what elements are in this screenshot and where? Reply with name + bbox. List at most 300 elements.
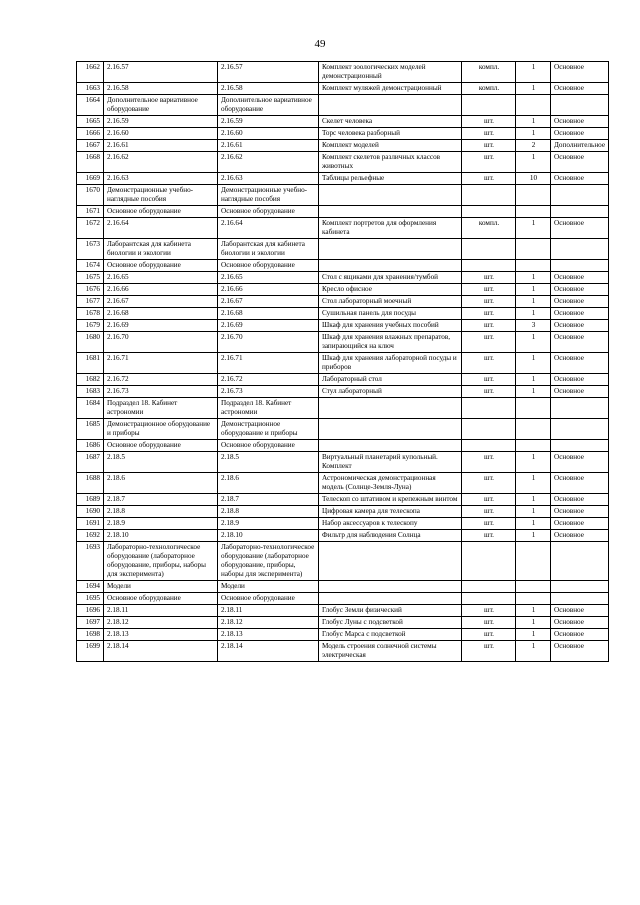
section-code-cell: 2.16.64 bbox=[104, 218, 218, 239]
section-code-alt-cell: Основное оборудование bbox=[218, 206, 319, 218]
row-number-cell: 1673 bbox=[77, 239, 104, 260]
section-code-alt-cell: 2.18.5 bbox=[218, 452, 319, 473]
section-code-alt-cell: Демонстрационное оборудование и приборы bbox=[218, 419, 319, 440]
equipment-type-cell: Основное bbox=[551, 218, 609, 239]
unit-cell bbox=[462, 260, 516, 272]
quantity-cell bbox=[516, 542, 551, 581]
unit-cell: шт. bbox=[462, 332, 516, 353]
quantity-cell: 1 bbox=[516, 272, 551, 284]
unit-cell: шт. bbox=[462, 530, 516, 542]
quantity-cell bbox=[516, 239, 551, 260]
equipment-type-cell: Основное bbox=[551, 128, 609, 140]
section-code-cell: 2.18.5 bbox=[104, 452, 218, 473]
unit-cell: шт. bbox=[462, 353, 516, 374]
quantity-cell: 1 bbox=[516, 116, 551, 128]
section-code-cell: Дополнительное вариативное оборудование bbox=[104, 95, 218, 116]
section-code-alt-cell: Модели bbox=[218, 581, 319, 593]
row-number-cell: 1684 bbox=[77, 398, 104, 419]
table-row bbox=[77, 494, 609, 506]
section-code-cell: 2.16.72 bbox=[104, 374, 218, 386]
table-row bbox=[77, 374, 609, 386]
equipment-type-cell bbox=[551, 593, 609, 605]
equipment-type-cell: Основное bbox=[551, 173, 609, 185]
equipment-type-cell: Основное bbox=[551, 530, 609, 542]
section-code-alt-cell: 2.16.68 bbox=[218, 308, 319, 320]
quantity-cell: 1 bbox=[516, 473, 551, 494]
row-number-cell: 1672 bbox=[77, 218, 104, 239]
equipment-type-cell: Основное bbox=[551, 116, 609, 128]
row-number-cell: 1686 bbox=[77, 440, 104, 452]
table-row bbox=[77, 593, 609, 605]
unit-cell: шт. bbox=[462, 605, 516, 617]
section-code-cell: Демонстрационное оборудование и приборы bbox=[104, 419, 218, 440]
section-code-alt-cell: 2.16.66 bbox=[218, 284, 319, 296]
table-row bbox=[77, 272, 609, 284]
unit-cell: шт. bbox=[462, 374, 516, 386]
quantity-cell: 1 bbox=[516, 128, 551, 140]
unit-cell: шт. bbox=[462, 128, 516, 140]
table-row bbox=[77, 518, 609, 530]
table-row bbox=[77, 218, 609, 239]
table-row bbox=[77, 308, 609, 320]
row-number-cell: 1662 bbox=[77, 62, 104, 83]
row-number-cell: 1690 bbox=[77, 506, 104, 518]
item-name-cell: Цифровая камера для телескопа bbox=[319, 506, 462, 518]
section-code-cell: 2.16.58 bbox=[104, 83, 218, 95]
item-name-cell: Кресло офисное bbox=[319, 284, 462, 296]
unit-cell: шт. bbox=[462, 494, 516, 506]
unit-cell: шт. bbox=[462, 284, 516, 296]
quantity-cell: 1 bbox=[516, 308, 551, 320]
table-row bbox=[77, 605, 609, 617]
section-code-alt-cell: 2.18.11 bbox=[218, 605, 319, 617]
equipment-type-cell: Основное bbox=[551, 605, 609, 617]
unit-cell: шт. bbox=[462, 152, 516, 173]
table-row bbox=[77, 128, 609, 140]
row-number-cell: 1692 bbox=[77, 530, 104, 542]
equipment-type-cell bbox=[551, 419, 609, 440]
row-number-cell: 1666 bbox=[77, 128, 104, 140]
item-name-cell: Набор аксессуаров к телескопу bbox=[319, 518, 462, 530]
item-name-cell: Шкаф для хранения влажных препаратов, запирающийся на ключ bbox=[319, 332, 462, 353]
quantity-cell: 1 bbox=[516, 452, 551, 473]
equipment-type-cell: Основное bbox=[551, 374, 609, 386]
item-name-cell: Шкаф для хранения учебных пособий bbox=[319, 320, 462, 332]
section-code-cell: 2.16.65 bbox=[104, 272, 218, 284]
item-name-cell bbox=[319, 206, 462, 218]
unit-cell: шт. bbox=[462, 629, 516, 641]
quantity-cell: 1 bbox=[516, 605, 551, 617]
table-row bbox=[77, 506, 609, 518]
unit-cell: шт. bbox=[462, 308, 516, 320]
equipment-type-cell: Основное bbox=[551, 62, 609, 83]
table-row bbox=[77, 83, 609, 95]
section-code-alt-cell: 2.16.65 bbox=[218, 272, 319, 284]
table-row bbox=[77, 452, 609, 473]
table-row bbox=[77, 332, 609, 353]
section-code-alt-cell: 2.16.60 bbox=[218, 128, 319, 140]
unit-cell: компл. bbox=[462, 62, 516, 83]
section-code-alt-cell: 2.16.73 bbox=[218, 386, 319, 398]
table-row bbox=[77, 152, 609, 173]
equipment-type-cell bbox=[551, 95, 609, 116]
row-number-cell: 1688 bbox=[77, 473, 104, 494]
section-code-cell: 2.18.12 bbox=[104, 617, 218, 629]
quantity-cell: 1 bbox=[516, 530, 551, 542]
section-code-cell: 2.18.6 bbox=[104, 473, 218, 494]
item-name-cell: Виртуальный планетарий купольный. Комплект bbox=[319, 452, 462, 473]
row-number-cell: 1668 bbox=[77, 152, 104, 173]
row-number-cell: 1677 bbox=[77, 296, 104, 308]
section-code-alt-cell: 2.16.63 bbox=[218, 173, 319, 185]
section-code-alt-cell: Лаборантская для кабинета биологии и экологии bbox=[218, 239, 319, 260]
section-code-cell: 2.16.63 bbox=[104, 173, 218, 185]
item-name-cell: Таблицы рельефные bbox=[319, 173, 462, 185]
table-row bbox=[77, 617, 609, 629]
section-code-cell: 2.18.10 bbox=[104, 530, 218, 542]
item-name-cell: Модель строения солнечной системы электрическая bbox=[319, 641, 462, 662]
section-code-cell: 2.16.59 bbox=[104, 116, 218, 128]
equipment-type-cell: Основное bbox=[551, 272, 609, 284]
quantity-cell: 1 bbox=[516, 284, 551, 296]
section-code-alt-cell: 2.16.59 bbox=[218, 116, 319, 128]
table-row bbox=[77, 473, 609, 494]
item-name-cell bbox=[319, 440, 462, 452]
quantity-cell bbox=[516, 419, 551, 440]
quantity-cell: 1 bbox=[516, 218, 551, 239]
item-name-cell: Шкаф для хранения лабораторной посуды и приборов bbox=[319, 353, 462, 374]
item-name-cell: Комплект скелетов различных классов животных bbox=[319, 152, 462, 173]
row-number-cell: 1675 bbox=[77, 272, 104, 284]
equipment-type-cell: Основное bbox=[551, 641, 609, 662]
row-number-cell: 1685 bbox=[77, 419, 104, 440]
row-number-cell: 1670 bbox=[77, 185, 104, 206]
section-code-cell: 2.18.13 bbox=[104, 629, 218, 641]
row-number-cell: 1689 bbox=[77, 494, 104, 506]
row-number-cell: 1678 bbox=[77, 308, 104, 320]
row-number-cell: 1698 bbox=[77, 629, 104, 641]
table-row bbox=[77, 140, 609, 152]
table-row bbox=[77, 116, 609, 128]
table-row bbox=[77, 419, 609, 440]
equipment-type-cell: Основное bbox=[551, 83, 609, 95]
item-name-cell: Комплект муляжей демонстрационный bbox=[319, 83, 462, 95]
item-name-cell: Скелет человека bbox=[319, 116, 462, 128]
equipment-type-cell bbox=[551, 440, 609, 452]
item-name-cell: Сушильная панель для посуды bbox=[319, 308, 462, 320]
section-code-alt-cell: 2.18.12 bbox=[218, 617, 319, 629]
quantity-cell: 1 bbox=[516, 518, 551, 530]
row-number-cell: 1681 bbox=[77, 353, 104, 374]
unit-cell bbox=[462, 542, 516, 581]
unit-cell: компл. bbox=[462, 83, 516, 95]
unit-cell: шт. bbox=[462, 641, 516, 662]
section-code-alt-cell: 2.16.64 bbox=[218, 218, 319, 239]
equipment-table bbox=[76, 61, 609, 662]
row-number-cell: 1699 bbox=[77, 641, 104, 662]
unit-cell: шт. bbox=[462, 320, 516, 332]
equipment-type-cell: Основное bbox=[551, 296, 609, 308]
table-row bbox=[77, 173, 609, 185]
table-row bbox=[77, 239, 609, 260]
item-name-cell: Комплект портретов для оформления кабинета bbox=[319, 218, 462, 239]
equipment-type-cell bbox=[551, 581, 609, 593]
row-number-cell: 1697 bbox=[77, 617, 104, 629]
equipment-type-cell bbox=[551, 260, 609, 272]
quantity-cell: 1 bbox=[516, 629, 551, 641]
row-number-cell: 1667 bbox=[77, 140, 104, 152]
equipment-type-cell: Основное bbox=[551, 332, 609, 353]
quantity-cell bbox=[516, 206, 551, 218]
section-code-alt-cell: Основное оборудование bbox=[218, 440, 319, 452]
equipment-type-cell bbox=[551, 239, 609, 260]
section-code-alt-cell: 2.16.71 bbox=[218, 353, 319, 374]
section-code-cell: 2.18.9 bbox=[104, 518, 218, 530]
quantity-cell: 10 bbox=[516, 173, 551, 185]
row-number-cell: 1679 bbox=[77, 320, 104, 332]
section-code-cell: 2.18.7 bbox=[104, 494, 218, 506]
section-code-cell: Основное оборудование bbox=[104, 593, 218, 605]
section-code-alt-cell: 2.18.7 bbox=[218, 494, 319, 506]
table-row bbox=[77, 530, 609, 542]
item-name-cell bbox=[319, 581, 462, 593]
section-code-alt-cell: 2.18.14 bbox=[218, 641, 319, 662]
item-name-cell: Фильтр для наблюдения Солнца bbox=[319, 530, 462, 542]
table-row bbox=[77, 542, 609, 581]
table-row bbox=[77, 284, 609, 296]
table-row bbox=[77, 62, 609, 83]
section-code-alt-cell: 2.16.72 bbox=[218, 374, 319, 386]
equipment-type-cell: Основное bbox=[551, 629, 609, 641]
table-row bbox=[77, 260, 609, 272]
unit-cell: компл. bbox=[462, 218, 516, 239]
page-number: 49 bbox=[314, 38, 326, 50]
section-code-cell: Модели bbox=[104, 581, 218, 593]
table-row bbox=[77, 440, 609, 452]
unit-cell bbox=[462, 581, 516, 593]
equipment-type-cell bbox=[551, 398, 609, 419]
row-number-cell: 1691 bbox=[77, 518, 104, 530]
unit-cell: шт. bbox=[462, 173, 516, 185]
quantity-cell: 2 bbox=[516, 140, 551, 152]
table-row bbox=[77, 398, 609, 419]
section-code-cell: 2.16.71 bbox=[104, 353, 218, 374]
equipment-type-cell: Основное bbox=[551, 473, 609, 494]
quantity-cell: 1 bbox=[516, 506, 551, 518]
quantity-cell bbox=[516, 440, 551, 452]
item-name-cell bbox=[319, 185, 462, 206]
section-code-alt-cell: 2.18.6 bbox=[218, 473, 319, 494]
equipment-type-cell bbox=[551, 206, 609, 218]
section-code-cell: Основное оборудование bbox=[104, 260, 218, 272]
item-name-cell bbox=[319, 542, 462, 581]
unit-cell: шт. bbox=[462, 617, 516, 629]
equipment-type-cell bbox=[551, 542, 609, 581]
section-code-alt-cell: Дополнительное вариативное оборудование bbox=[218, 95, 319, 116]
equipment-type-cell: Основное bbox=[551, 452, 609, 473]
row-number-cell: 1665 bbox=[77, 116, 104, 128]
section-code-cell: 2.16.61 bbox=[104, 140, 218, 152]
row-number-cell: 1696 bbox=[77, 605, 104, 617]
item-name-cell: Стол с ящиками для хранения/тумбой bbox=[319, 272, 462, 284]
section-code-alt-cell: 2.18.8 bbox=[218, 506, 319, 518]
unit-cell bbox=[462, 206, 516, 218]
section-code-alt-cell: 2.18.9 bbox=[218, 518, 319, 530]
section-code-alt-cell: Демонстрационные учебно-наглядные пособия bbox=[218, 185, 319, 206]
quantity-cell: 3 bbox=[516, 320, 551, 332]
unit-cell bbox=[462, 440, 516, 452]
row-number-cell: 1671 bbox=[77, 206, 104, 218]
section-code-cell: Подраздел 18. Кабинет астрономии bbox=[104, 398, 218, 419]
unit-cell bbox=[462, 95, 516, 116]
section-code-cell: 2.16.66 bbox=[104, 284, 218, 296]
section-code-alt-cell: 2.16.67 bbox=[218, 296, 319, 308]
section-code-cell: Основное оборудование bbox=[104, 206, 218, 218]
quantity-cell: 1 bbox=[516, 641, 551, 662]
equipment-type-cell: Основное bbox=[551, 494, 609, 506]
unit-cell: шт. bbox=[462, 506, 516, 518]
quantity-cell bbox=[516, 581, 551, 593]
section-code-cell: 2.18.8 bbox=[104, 506, 218, 518]
section-code-cell: Основное оборудование bbox=[104, 440, 218, 452]
item-name-cell: Стол лабораторный моечный bbox=[319, 296, 462, 308]
unit-cell: шт. bbox=[462, 452, 516, 473]
table-row bbox=[77, 320, 609, 332]
unit-cell bbox=[462, 239, 516, 260]
quantity-cell: 1 bbox=[516, 83, 551, 95]
row-number-cell: 1669 bbox=[77, 173, 104, 185]
unit-cell bbox=[462, 185, 516, 206]
item-name-cell: Глобус Луны с подсветкой bbox=[319, 617, 462, 629]
equipment-type-cell: Основное bbox=[551, 518, 609, 530]
quantity-cell: 1 bbox=[516, 353, 551, 374]
row-number-cell: 1680 bbox=[77, 332, 104, 353]
equipment-type-cell: Основное bbox=[551, 284, 609, 296]
item-name-cell: Глобус Марса с подсветкой bbox=[319, 629, 462, 641]
table-row bbox=[77, 641, 609, 662]
quantity-cell bbox=[516, 260, 551, 272]
equipment-type-cell: Основное bbox=[551, 320, 609, 332]
section-code-alt-cell: 2.16.57 bbox=[218, 62, 319, 83]
table-row bbox=[77, 386, 609, 398]
item-name-cell bbox=[319, 419, 462, 440]
quantity-cell bbox=[516, 593, 551, 605]
unit-cell bbox=[462, 419, 516, 440]
item-name-cell bbox=[319, 95, 462, 116]
quantity-cell: 1 bbox=[516, 374, 551, 386]
table-row bbox=[77, 95, 609, 116]
row-number-cell: 1682 bbox=[77, 374, 104, 386]
equipment-type-cell: Основное bbox=[551, 386, 609, 398]
section-code-alt-cell: Основное оборудование bbox=[218, 260, 319, 272]
row-number-cell: 1663 bbox=[77, 83, 104, 95]
unit-cell: шт. bbox=[462, 518, 516, 530]
section-code-alt-cell: 2.18.10 bbox=[218, 530, 319, 542]
row-number-cell: 1664 bbox=[77, 95, 104, 116]
item-name-cell: Стул лабораторный bbox=[319, 386, 462, 398]
unit-cell: шт. bbox=[462, 386, 516, 398]
row-number-cell: 1676 bbox=[77, 284, 104, 296]
section-code-cell: Лаборантская для кабинета биологии и экологии bbox=[104, 239, 218, 260]
row-number-cell: 1683 bbox=[77, 386, 104, 398]
section-code-cell: 2.16.60 bbox=[104, 128, 218, 140]
unit-cell bbox=[462, 593, 516, 605]
section-code-alt-cell: 2.16.69 bbox=[218, 320, 319, 332]
equipment-type-cell: Основное bbox=[551, 506, 609, 518]
section-code-cell: 2.16.73 bbox=[104, 386, 218, 398]
table-row bbox=[77, 353, 609, 374]
unit-cell: шт. bbox=[462, 272, 516, 284]
equipment-type-cell: Основное bbox=[551, 152, 609, 173]
section-code-alt-cell: 2.16.62 bbox=[218, 152, 319, 173]
row-number-cell: 1695 bbox=[77, 593, 104, 605]
unit-cell: шт. bbox=[462, 116, 516, 128]
section-code-alt-cell: 2.16.58 bbox=[218, 83, 319, 95]
equipment-type-cell: Основное bbox=[551, 308, 609, 320]
item-name-cell: Комплект моделей bbox=[319, 140, 462, 152]
item-name-cell: Телескоп со штативом и крепежным винтом bbox=[319, 494, 462, 506]
table-row bbox=[77, 581, 609, 593]
unit-cell: шт. bbox=[462, 473, 516, 494]
row-number-cell: 1687 bbox=[77, 452, 104, 473]
section-code-cell: Лабораторно-технологическое оборудование (лабораторное оборудование, приборы, наборы для эксперимента) bbox=[104, 542, 218, 581]
table-row bbox=[77, 296, 609, 308]
section-code-alt-cell: Подраздел 18. Кабинет астрономии bbox=[218, 398, 319, 419]
section-code-cell: 2.16.70 bbox=[104, 332, 218, 353]
unit-cell bbox=[462, 398, 516, 419]
equipment-type-cell: Основное bbox=[551, 617, 609, 629]
equipment-type-cell: Дополнительное bbox=[551, 140, 609, 152]
section-code-cell: 2.18.14 bbox=[104, 641, 218, 662]
quantity-cell: 1 bbox=[516, 386, 551, 398]
section-code-cell: Демонстрационные учебно-наглядные пособия bbox=[104, 185, 218, 206]
quantity-cell: 1 bbox=[516, 152, 551, 173]
section-code-alt-cell: Основное оборудование bbox=[218, 593, 319, 605]
row-number-cell: 1694 bbox=[77, 581, 104, 593]
quantity-cell: 1 bbox=[516, 494, 551, 506]
quantity-cell: 1 bbox=[516, 296, 551, 308]
item-name-cell: Лабораторный стол bbox=[319, 374, 462, 386]
section-code-alt-cell: 2.18.13 bbox=[218, 629, 319, 641]
section-code-cell: 2.16.62 bbox=[104, 152, 218, 173]
section-code-cell: 2.16.67 bbox=[104, 296, 218, 308]
table-row bbox=[77, 185, 609, 206]
item-name-cell bbox=[319, 593, 462, 605]
quantity-cell bbox=[516, 95, 551, 116]
section-code-alt-cell: 2.16.61 bbox=[218, 140, 319, 152]
equipment-type-cell bbox=[551, 185, 609, 206]
section-code-alt-cell: 2.16.70 bbox=[218, 332, 319, 353]
item-name-cell: Астрономическая демонстрационная модель (Солнце-Земля-Луна) bbox=[319, 473, 462, 494]
section-code-cell: 2.16.69 bbox=[104, 320, 218, 332]
section-code-alt-cell: Лабораторно-технологическое оборудование (лабораторное оборудование, приборы, наборы для эксперимента) bbox=[218, 542, 319, 581]
unit-cell: шт. bbox=[462, 140, 516, 152]
item-name-cell bbox=[319, 239, 462, 260]
item-name-cell: Комплект зоологических моделей демонстрационный bbox=[319, 62, 462, 83]
quantity-cell: 1 bbox=[516, 332, 551, 353]
row-number-cell: 1693 bbox=[77, 542, 104, 581]
quantity-cell bbox=[516, 398, 551, 419]
quantity-cell bbox=[516, 185, 551, 206]
section-code-cell: 2.16.68 bbox=[104, 308, 218, 320]
table-row bbox=[77, 206, 609, 218]
section-code-cell: 2.18.11 bbox=[104, 605, 218, 617]
unit-cell: шт. bbox=[462, 296, 516, 308]
quantity-cell: 1 bbox=[516, 617, 551, 629]
table-row bbox=[77, 629, 609, 641]
item-name-cell bbox=[319, 398, 462, 419]
equipment-type-cell: Основное bbox=[551, 353, 609, 374]
